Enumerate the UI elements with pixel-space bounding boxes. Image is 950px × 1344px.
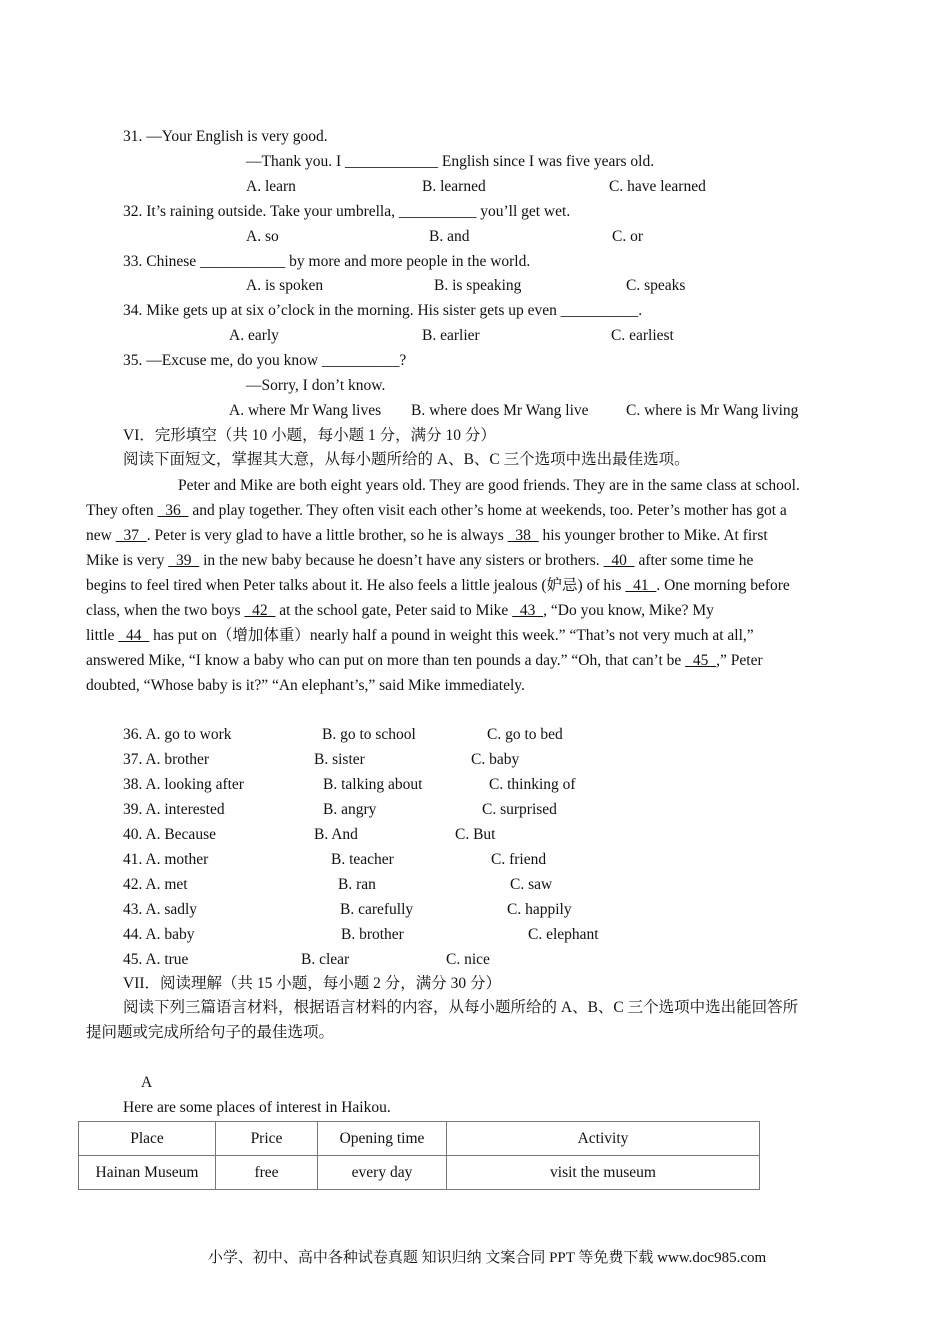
passage-text: Peter and Mike are both eight years old. They are good friends. They are in the same class at school. [178,477,800,494]
cloze-option-43-c: C. happily [507,901,572,918]
cloze-option-39-b: B. angry [323,801,377,818]
question-33-stem: 33. Chinese ___________ by more and more people in the world. [123,253,531,270]
header-activity: Activity [447,1122,760,1156]
passage-text: begins to feel tired when Peter talks about it. He also feels a little jealous (妒忌) of his [86,577,626,594]
question-34-option-c: C. earliest [611,327,674,344]
section-7-instruction-line-1: 阅读下列三篇语言材料，根据语言材料的内容，从每小题所给的 A、B、C 三个选项中选出能回答所 [123,999,799,1016]
cloze-blank: 37 [115,527,147,544]
question-33-option-a: A. is spoken [246,277,324,294]
question-35-reply: —Sorry, I don’t know. [246,377,386,394]
question-35-option-a: A. where Mr Wang lives [229,402,382,419]
question-34-stem: 34. Mike gets up at six o’clock in the morning. His sister gets up even __________. [123,302,643,319]
cloze-option-39-c: C. surprised [482,801,557,818]
table-row [79,1156,760,1190]
passage-line [86,526,768,546]
header-opening-time: Opening time [318,1122,447,1156]
question-34-option-b: B. earlier [422,327,480,344]
question-31-stem: 31. —Your English is very good. [123,128,328,145]
footer-watermark: 小学、初中、高中各种试卷真题 知识归纳 文案合同 PPT 等免费下载 www.doc985.com [207,1250,767,1266]
cloze-option-43-b: B. carefully [340,901,414,918]
cloze-option-44-c: C. elephant [528,926,599,943]
cloze-option-43-a: 43. A. sadly [123,901,198,918]
passage-text: . One morning before [656,577,790,594]
cloze-option-41-c: C. friend [491,851,547,868]
cloze-option-41-b: B. teacher [331,851,394,868]
cloze-option-38-a: 38. A. looking after [123,776,244,793]
cloze-blank: 44 [118,627,150,644]
passage-line [86,676,525,696]
cloze-option-38-c: C. thinking of [489,776,576,793]
passage-text: in the new baby because he doesn’t have any sisters or brothers. [199,552,604,569]
question-35-option-b: B. where does Mr Wang live [411,402,589,419]
cloze-option-37-b: B. sister [314,751,365,768]
cloze-option-40-b: B. And [314,826,358,843]
cloze-blank: 41 [625,577,657,594]
cloze-blank: 39 [168,552,200,569]
section-7-heading: VII．阅读理解（共 15 小题，每小题 2 分，满分 30 分） [123,975,502,992]
cloze-option-40-c: C. But [455,826,496,843]
question-31-option-b: B. learned [422,178,486,195]
passage-text: doubted, “Whose baby is it?” “An elephant’s,” said Mike immediately. [86,677,525,694]
cloze-blank: 42 [244,602,276,619]
passage-text: at the school gate, Peter said to Mike [275,602,513,619]
table-header-row [79,1122,760,1156]
cloze-option-45-c: C. nice [446,951,490,968]
header-place: Place [79,1122,216,1156]
section-6-heading: VI．完形填空（共 10 小题，每小题 1 分，满分 10 分） [123,427,496,444]
passage-text: little [86,627,119,644]
question-32-option-c: C. or [612,228,643,245]
passage-line [86,626,754,646]
passage-line [86,551,753,571]
cloze-option-36-b: B. go to school [322,726,416,743]
passage-text: after some time he [634,552,754,569]
cloze-option-38-b: B. talking about [323,776,423,793]
passage-text: They often [86,502,158,519]
question-32-stem: 32. It’s raining outside. Take your umbrella, __________ you’ll get wet. [123,203,571,220]
question-31-option-a: A. learn [246,178,296,195]
cloze-blank: 45 [685,652,717,669]
passage-line [86,601,714,621]
cloze-option-37-a: 37. A. brother [123,751,210,768]
cloze-option-41-a: 41. A. mother [123,851,209,868]
cell-activity: visit the museum [447,1156,760,1190]
cloze-option-45-b: B. clear [301,951,350,968]
cloze-blank: 40 [603,552,635,569]
cloze-blank: 38 [507,527,539,544]
passage-line [86,576,790,596]
header-price: Price [216,1122,318,1156]
passage-text: and play together. They often visit each other’s home at weekends, too. Peter’s mother has got a [188,502,787,519]
passage-text: . Peter is very glad to have a little brother, so he is always [146,527,508,544]
passage-text: ,” Peter [716,652,763,669]
question-32-option-a: A. so [246,228,279,245]
passage-line [178,476,800,496]
cloze-option-42-c: C. saw [510,876,553,893]
question-32-option-b: B. and [429,228,470,245]
cloze-option-44-b: B. brother [341,926,404,943]
question-34-option-a: A. early [229,327,279,344]
cell-opening-time: every day [318,1156,447,1190]
part-a-intro: Here are some places of interest in Haikou. [123,1099,391,1116]
question-31-option-c: C. have learned [609,178,706,195]
cloze-option-37-c: C. baby [471,751,520,768]
section-7-instruction-line-2: 提问题或完成所给句子的最佳选项。 [86,1024,335,1041]
passage-text: Mike is very [86,552,169,569]
cloze-option-40-a: 40. A. Because [123,826,216,843]
question-31-reply: —Thank you. I ____________ English since I was five years old. [246,153,655,170]
passage-line [86,651,763,671]
cloze-option-36-a: 36. A. go to work [123,726,232,743]
passage-text: has put on（增加体重）nearly half a pound in weight this week.” “That’s not very much at all,” [149,627,754,644]
section-6-instruction: 阅读下面短文，掌握其大意，从每小题所给的 A、B、C 三个选项中选出最佳选项。 [123,451,690,468]
cloze-option-36-c: C. go to bed [487,726,563,743]
passage-text: answered Mike, “I know a baby who can put on more than ten pounds a day.” “Oh, that can’t be [86,652,686,669]
passage-text: new [86,527,116,544]
passage-text: his younger brother to Mike. At first [538,527,768,544]
question-33-option-b: B. is speaking [434,277,522,294]
passage-line [86,501,787,521]
cloze-option-45-a: 45. A. true [123,951,189,968]
passage-text: class, when the two boys [86,602,245,619]
cloze-option-39-a: 39. A. interested [123,801,225,818]
cell-place: Hainan Museum [79,1156,216,1190]
question-33-option-c: C. speaks [626,277,686,294]
places-table [78,1121,760,1190]
cloze-blank: 43 [512,602,544,619]
cloze-blank: 36 [157,502,189,519]
question-35-stem: 35. —Excuse me, do you know __________? [123,352,407,369]
cell-price: free [216,1156,318,1190]
cloze-option-42-a: 42. A. met [123,876,188,893]
passage-text: , “Do you know, Mike? My [543,602,714,619]
cloze-option-44-a: 44. A. baby [123,926,195,943]
question-35-option-c: C. where is Mr Wang living [626,402,799,419]
part-a-label: A [141,1074,153,1091]
cloze-option-42-b: B. ran [338,876,376,893]
